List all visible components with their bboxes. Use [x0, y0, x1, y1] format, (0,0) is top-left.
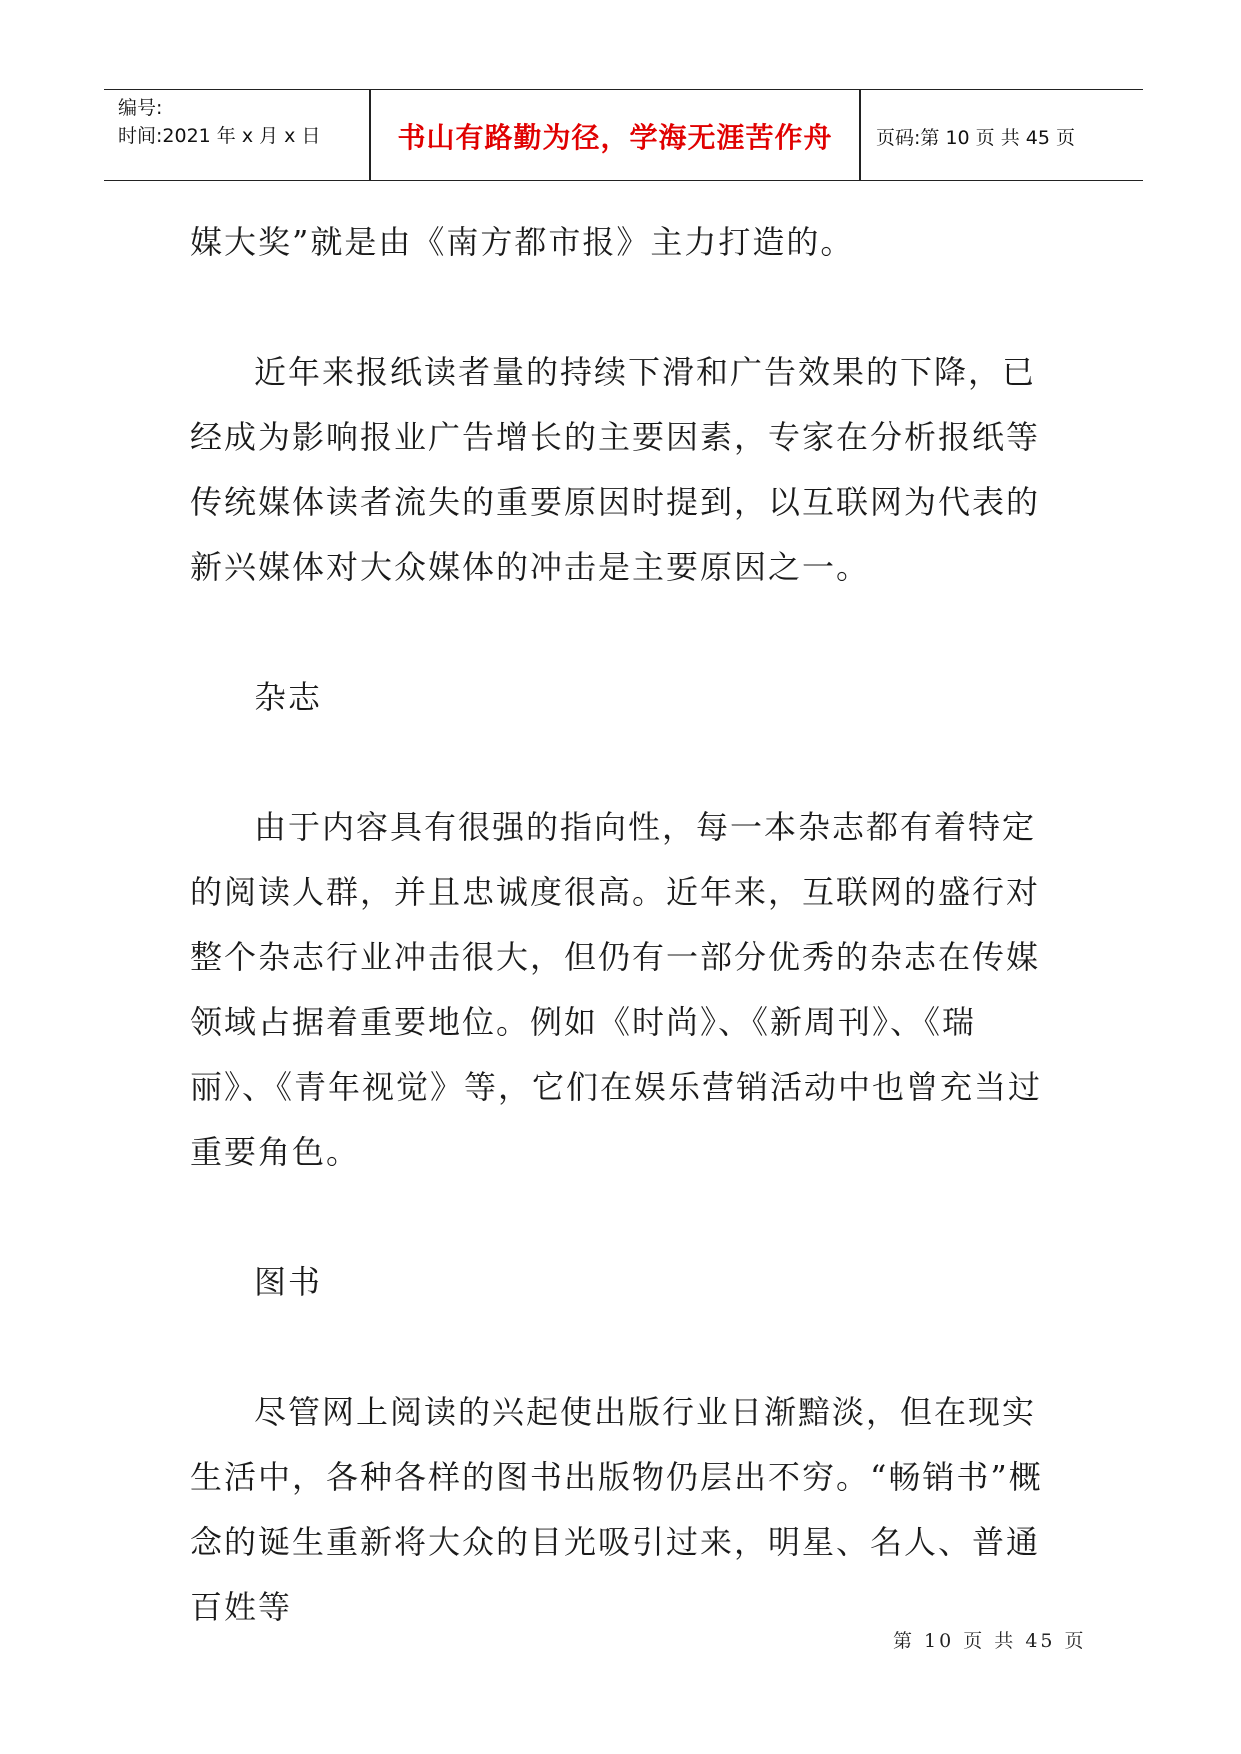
paragraph: 近年来报纸读者量的持续下滑和广告效果的下降，已经成为影响报业广告增长的主要因素，专家在分析报纸等传统媒体读者流失的重要原因时提到，以互联网为代表的新兴媒体对大众媒体的冲击是主要原因之一。	[190, 353, 1041, 586]
document-header	[104, 89, 1143, 181]
paragraph: 由于内容具有很强的指向性，每一本杂志都有着特定的阅读人群，并且忠诚度很高。近年来，互联网的盛行对整个杂志行业冲击很大，但仍有一部分优秀的杂志在传媒领域占据着重要地位。例如《时尚》、《新周刊》、《瑞丽》、《青年视觉》等，它们在娱乐营销活动中也曾充当过重要角色。	[190, 808, 1043, 1171]
footer-page-number: 第 10 页 共 45 页	[893, 1630, 1087, 1652]
header-page-info: 页码:第 10 页 共 45 页	[876, 127, 1075, 149]
header-motto: 书山有路勤为径，学海无涯苦作舟	[397, 121, 833, 154]
header-divider	[859, 90, 861, 180]
document-number-label: 编号:	[118, 97, 163, 119]
header-meta	[118, 94, 368, 150]
document-time-label: 时间:2021 年 x 月 x 日	[118, 125, 321, 147]
paragraph: 尽管网上阅读的兴起使出版行业日渐黯淡，但在现实生活中，各种各样的图书出版物仍层出不穷。“畅销书”概念的诞生重新将大众的目光吸引过来，明星、名人、普通百姓等	[190, 1393, 1043, 1626]
paragraph: 媒大奖”就是由《南方都市报》主力打造的。	[190, 223, 855, 261]
document-body	[190, 210, 1055, 1640]
section-heading-magazine: 杂志	[254, 678, 323, 716]
section-heading-books: 图书	[254, 1263, 323, 1301]
